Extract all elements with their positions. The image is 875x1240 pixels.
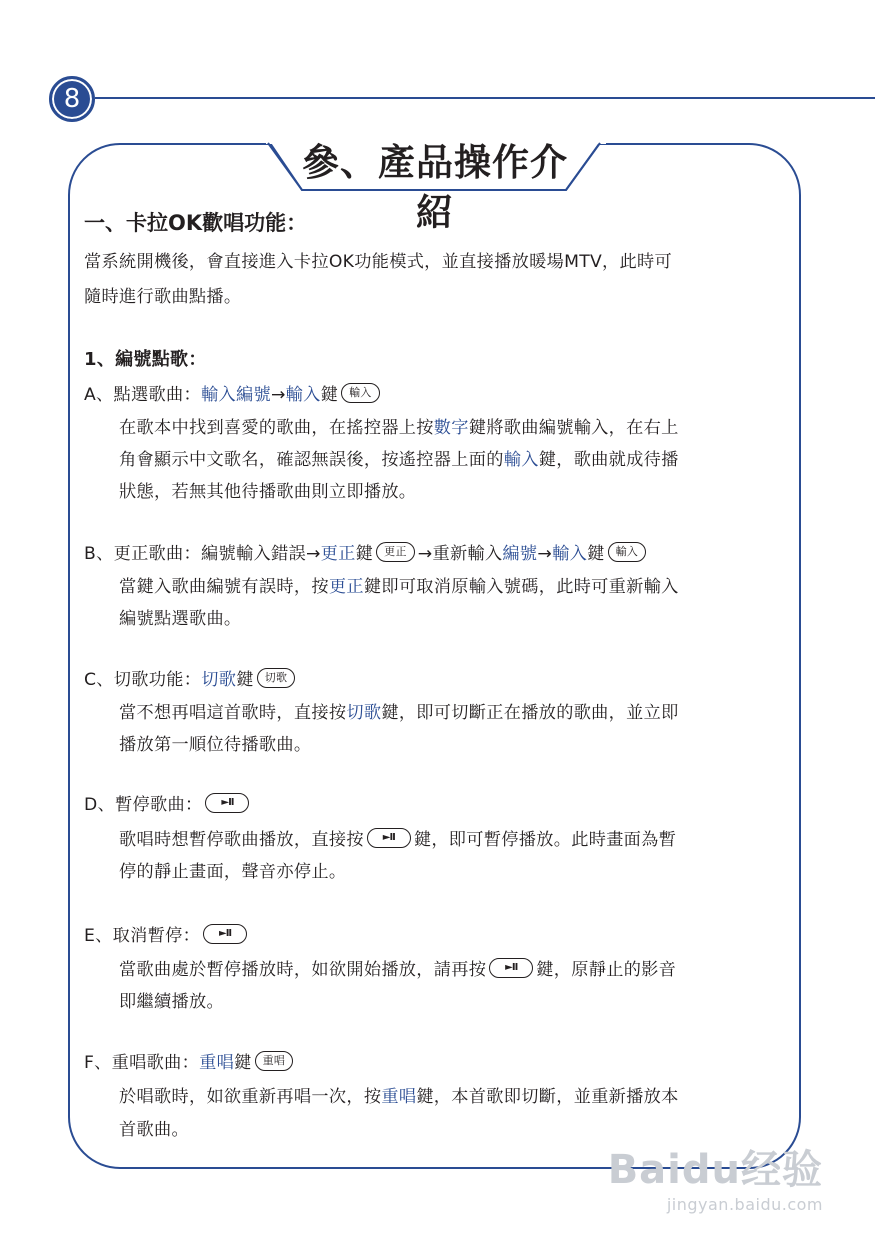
play-pause-icon: ►II xyxy=(367,828,411,848)
intro-line-1: 當系統開機後，會直接進入卡拉OK功能模式，並直接播放暖場MTV，此時可 xyxy=(84,252,673,272)
correct-key-icon: 更正 xyxy=(376,542,415,562)
item-a-desc-2: 角會顯示中文歌名，確認無誤後，按遙控器上面的輸入鍵，歌曲就成待播 xyxy=(119,450,679,470)
item-f-title: F、重唱歌曲：重唱鍵 重唱 xyxy=(84,1046,296,1081)
item-b-desc-2: 編號點選歌曲。 xyxy=(119,609,242,629)
item-c-desc-2: 播放第一順位待播歌曲。 xyxy=(119,735,312,755)
baidu-watermark xyxy=(608,1138,823,1214)
item-f-desc-1: 於唱歌時，如欲重新再唱一次，按重唱鍵，本首歌即切斷，並重新播放本 xyxy=(119,1087,679,1107)
item-b-title: B、更正歌曲：編號輸入錯誤→更正鍵 更正 →重新輸入編號→輸入鍵 輸入 xyxy=(84,537,649,572)
item-d-desc-2: 停的靜止畫面，聲音亦停止。 xyxy=(119,862,347,882)
item-a-title xyxy=(84,378,383,413)
item-e-desc-2: 即繼續播放。 xyxy=(119,992,224,1012)
enter-key-icon: 輸入 xyxy=(341,383,380,403)
item-a-key: 鍵 xyxy=(320,385,339,405)
item-e-title: E、取消暫停： ►II xyxy=(84,919,250,954)
item-a-step2: 輸入 xyxy=(285,385,321,405)
watermark-brand: Baidu经验 xyxy=(607,1147,823,1193)
item-a-desc-1: 在歌本中找到喜愛的歌曲，在搖控器上按數字鍵將歌曲編號輸入，在右上 xyxy=(119,418,679,438)
item-a-prefix: A、點選歌曲： xyxy=(84,385,201,405)
item-c-title: C、切歌功能：切歌鍵 切歌 xyxy=(84,663,298,698)
section-heading: 一、卡拉OK歡唱功能： xyxy=(84,211,308,235)
sub-heading: 1、編號點歌： xyxy=(84,349,207,370)
intro-line-2: 隨時進行歌曲點播。 xyxy=(84,287,242,307)
enter-key-icon: 輸入 xyxy=(608,542,647,562)
item-c-desc-1: 當不想再唱這首歌時，直接按切歌鍵，即可切斷正在播放的歌曲，並立即 xyxy=(119,703,679,723)
header-rule xyxy=(95,97,875,99)
item-b-desc-1: 當鍵入歌曲編號有誤時，按更正鍵即可取消原輸入號碼，此時可重新輸入 xyxy=(119,577,679,597)
page-number: 8 xyxy=(63,84,81,114)
play-pause-icon: ►II xyxy=(205,793,249,813)
watermark-url: jingyan.baidu.com xyxy=(666,1195,823,1214)
item-a-step1: 輸入編號 xyxy=(200,385,271,405)
item-a-desc-3: 狀態，若無其他待播歌曲則立即播放。 xyxy=(119,482,417,502)
item-a-arrow: → xyxy=(270,385,286,405)
item-f-desc-2: 首歌曲。 xyxy=(119,1120,189,1140)
item-d-desc-1: 歌唱時想暫停歌曲播放，直接按 ►II 鍵，即可暫停播放。此時畫面為暫 xyxy=(119,830,677,850)
page-number-badge xyxy=(49,76,95,122)
item-e-desc-1: 當歌曲處於暫停播放時，如欲開始播放，請再按 ►II 鍵，原靜止的影音 xyxy=(119,960,677,980)
replay-key-icon: 重唱 xyxy=(255,1051,294,1071)
item-d-title: D、暫停歌曲： ►II xyxy=(84,788,252,823)
page-title: 參、產品操作介紹 xyxy=(302,141,568,234)
play-pause-icon: ►II xyxy=(203,924,247,944)
skip-song-key-icon: 切歌 xyxy=(257,668,296,688)
play-pause-icon: ►II xyxy=(489,958,533,978)
